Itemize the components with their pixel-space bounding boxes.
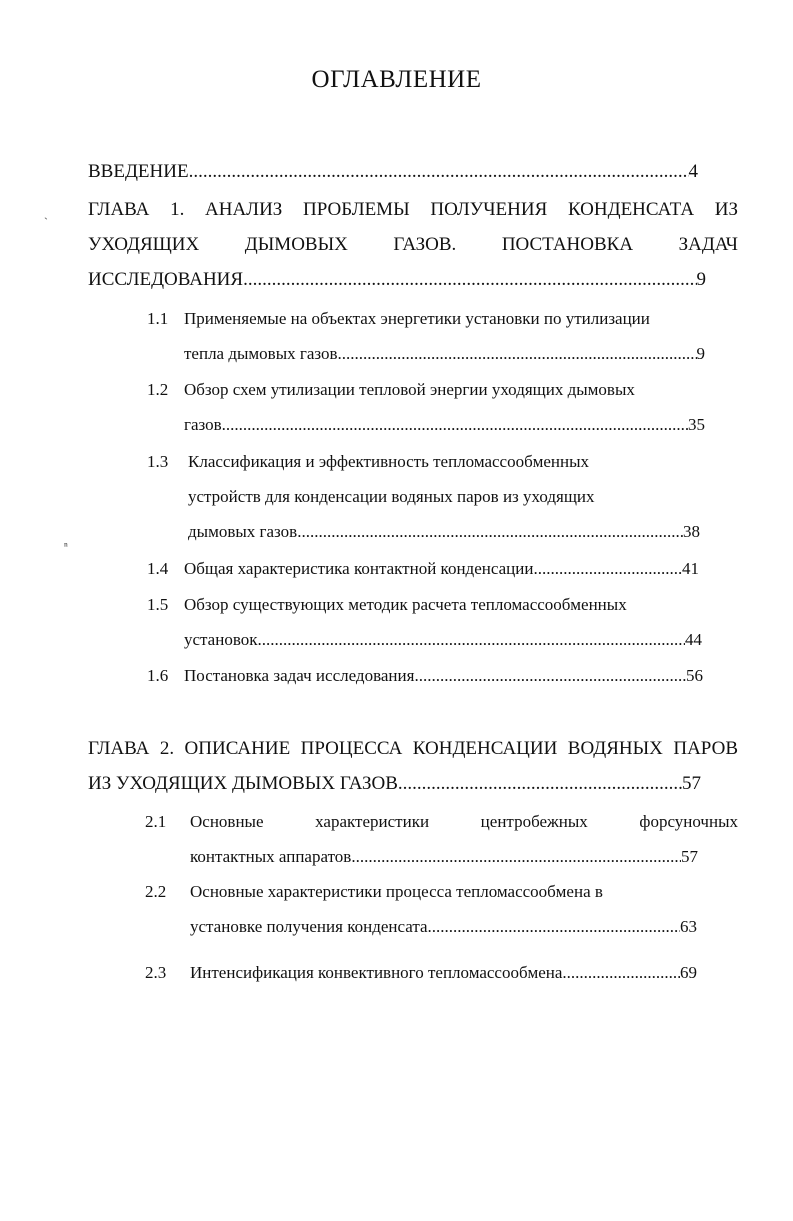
page-title: ОГЛАВЛЕНИЕ bbox=[311, 66, 482, 93]
dot-leader bbox=[297, 521, 683, 543]
toc-entry-label: ВВЕДЕНИЕ bbox=[88, 161, 189, 182]
section-title-line: Классификация и эффективность тепломассообменных bbox=[188, 452, 590, 471]
dot-leader bbox=[414, 665, 686, 687]
dot-leader bbox=[243, 268, 696, 292]
section-title-text: контактных аппаратов bbox=[190, 847, 352, 866]
toc-entry-introduction[interactable] bbox=[88, 160, 698, 184]
dot-leader bbox=[562, 962, 680, 984]
scan-speck: ˎ bbox=[44, 206, 48, 220]
section-number: 2.1 bbox=[145, 812, 167, 831]
dot-leader bbox=[533, 558, 682, 580]
section-number: 1.6 bbox=[147, 666, 169, 685]
section-number: 1.4 bbox=[147, 559, 169, 578]
section-title-text: Постановка задач исследования bbox=[184, 666, 415, 685]
section-title-last-line bbox=[190, 916, 697, 938]
page-number: 44 bbox=[685, 630, 702, 649]
chapter-title-line: ГЛАВА 1. АНАЛИЗ ПРОБЛЕМЫ ПОЛУЧЕНИЯ КОНДЕНСАТА ИЗ bbox=[88, 199, 738, 220]
page-number: 56 bbox=[686, 666, 703, 685]
dot-leader bbox=[222, 414, 688, 436]
chapter-title-last-line bbox=[88, 268, 706, 292]
section-title-text: тепла дымовых газов bbox=[184, 344, 338, 363]
section-title-line: устройств для конденсации водяных паров из уходящих bbox=[188, 487, 595, 506]
page-number: 4 bbox=[688, 161, 698, 182]
chapter-title-text: ИЗ УХОДЯЩИХ ДЫМОВЫХ ГАЗОВ bbox=[88, 773, 398, 794]
page-number: 41 bbox=[682, 559, 699, 578]
dot-leader bbox=[351, 846, 681, 868]
section-number: 1.1 bbox=[147, 309, 169, 328]
section-title-text: газов bbox=[184, 415, 222, 434]
page-number: 35 bbox=[688, 415, 705, 434]
chapter-title-last-line bbox=[88, 772, 701, 796]
section-title-text: установке получения конденсата bbox=[190, 917, 428, 936]
chapter-title-line: УХОДЯЩИХ ДЫМОВЫХ ГАЗОВ. ПОСТАНОВКА ЗАДАЧ bbox=[88, 234, 738, 255]
section-title-line: Применяемые на объектах энергетики установки по утилизации bbox=[184, 309, 650, 328]
section-title-last-line bbox=[184, 558, 699, 580]
section-number: 1.3 bbox=[147, 452, 169, 471]
chapter-title-line: ГЛАВА 2. ОПИСАНИЕ ПРОЦЕССА КОНДЕНСАЦИИ ВОДЯНЫХ ПАРОВ bbox=[88, 738, 738, 759]
dot-leader bbox=[189, 160, 689, 184]
section-number: 2.2 bbox=[145, 882, 167, 901]
page-number: 69 bbox=[680, 963, 697, 982]
section-title-last-line bbox=[184, 665, 703, 687]
section-title-line: Обзор схем утилизации тепловой энергии уходящих дымовых bbox=[184, 380, 635, 399]
section-number: 2.3 bbox=[145, 963, 167, 982]
dot-leader bbox=[428, 916, 680, 938]
page-number: 9 bbox=[696, 344, 705, 363]
page-number: 57 bbox=[681, 847, 698, 866]
section-title-line: Обзор существующих методик расчета тепломассообменных bbox=[184, 595, 627, 614]
page-number: 9 bbox=[696, 269, 706, 290]
scan-speck: ⁿ bbox=[64, 539, 68, 553]
page-number: 63 bbox=[680, 917, 697, 936]
section-title-text: установок bbox=[184, 630, 258, 649]
chapter-title-text: ИССЛЕДОВАНИЯ bbox=[88, 269, 244, 290]
section-number: 1.5 bbox=[147, 595, 169, 614]
page-number: 38 bbox=[683, 522, 700, 541]
section-title-last-line bbox=[184, 414, 705, 436]
section-title-last-line bbox=[184, 629, 702, 651]
dot-leader bbox=[338, 343, 697, 365]
section-title-last-line bbox=[190, 962, 697, 984]
section-title-text: Интенсификация конвективного тепломассообмена bbox=[190, 963, 563, 982]
page-number: 57 bbox=[682, 773, 701, 794]
section-title-line: Основные характеристики процесса тепломассообмена в bbox=[190, 882, 603, 901]
section-title-last-line bbox=[190, 846, 698, 868]
section-number: 1.2 bbox=[147, 380, 169, 399]
section-title-line: Основные характеристики центробежных форсуночных bbox=[190, 812, 738, 831]
section-title-text: дымовых газов bbox=[188, 522, 298, 541]
section-title-last-line bbox=[188, 521, 700, 543]
dot-leader bbox=[398, 772, 682, 796]
dot-leader bbox=[258, 629, 686, 651]
section-title-text: Общая характеристика контактной конденсации bbox=[184, 559, 534, 578]
section-title-last-line bbox=[184, 343, 705, 365]
